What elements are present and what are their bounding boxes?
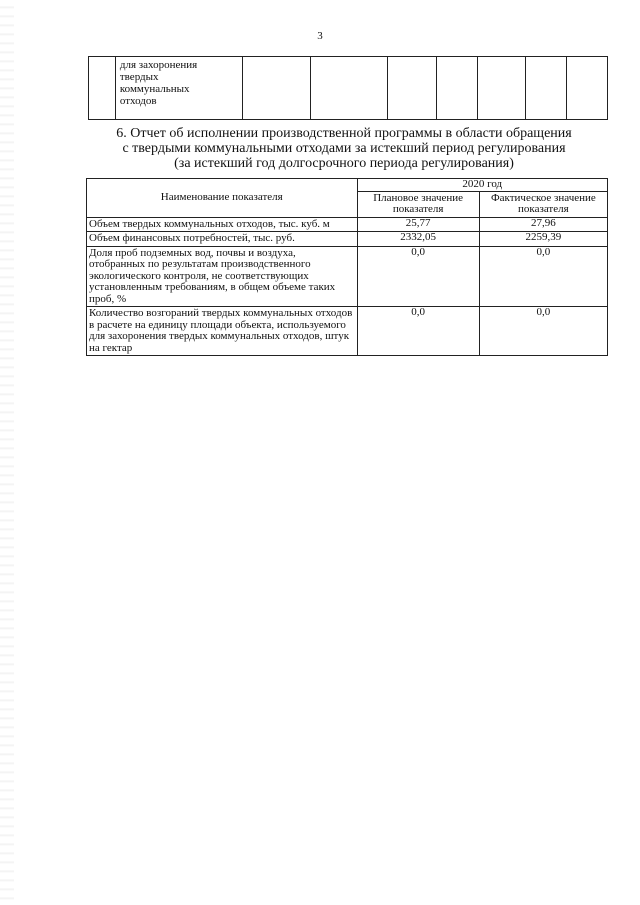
page-number: 3: [317, 30, 323, 42]
row-fact-value: 0,0: [479, 307, 607, 356]
table-cell: [526, 57, 567, 120]
row-name: Объем финансовых потребностей, тыс. руб.: [87, 232, 358, 247]
report-table: [86, 178, 608, 356]
row-fact-value: 0,0: [479, 246, 607, 307]
row-plan-value: 25,77: [357, 217, 479, 232]
table-cell: [477, 57, 526, 120]
header-plan: Плановое значение показателя: [357, 191, 479, 217]
header-year: 2020 год: [357, 179, 607, 192]
table-cell: [311, 57, 388, 120]
row-name: Объем твердых коммунальных отходов, тыс. куб. м: [87, 217, 358, 232]
table-row: [87, 232, 608, 247]
section-title: [76, 126, 612, 171]
table-row: [89, 57, 608, 120]
table-cell: [567, 57, 608, 120]
title-line: (за истекший год долгосрочного периода регулирования): [174, 156, 514, 171]
row-plan-value: 2332,05: [357, 232, 479, 247]
continued-table: [88, 56, 608, 120]
header-row: [87, 179, 608, 192]
header-name: Наименование показателя: [87, 179, 358, 218]
table-cell: [436, 57, 477, 120]
table-row: [87, 307, 608, 356]
row-name: Количество возгораний твердых коммунальных отходов в расчете на единицу площади объекта, используемого для захоронения твердых коммунальных отходов, штук на гектар: [87, 307, 358, 356]
row-fact-value: 2259,39: [479, 232, 607, 247]
scan-margin-artifact: [0, 0, 14, 905]
name-line: твердых: [119, 71, 159, 83]
name-line: отходов: [119, 95, 157, 107]
title-line: с твердыми коммунальными отходами за истекший период регулирования: [122, 141, 566, 156]
row-fact-value: 27,96: [479, 217, 607, 232]
row-plan-value: 0,0: [357, 246, 479, 307]
table-row: [87, 246, 608, 307]
title-line: 6. Отчет об исполнении производственной программы в области обращения: [116, 126, 572, 141]
table-cell-name: [115, 57, 242, 120]
name-line: для захоронения: [119, 59, 198, 71]
table-cell: [242, 57, 311, 120]
row-plan-value: 0,0: [357, 307, 479, 356]
table-row: [87, 217, 608, 232]
name-line: коммунальных: [119, 83, 190, 95]
table-cell: [387, 57, 436, 120]
header-fact: Фактическое значение показателя: [479, 191, 607, 217]
row-name: Доля проб подземных вод, почвы и воздуха, отобранных по результатам производственного экологического контроля, не соответствующих установленным требованиям, в общем объеме таких проб, %: [87, 246, 358, 307]
table-cell: [89, 57, 116, 120]
